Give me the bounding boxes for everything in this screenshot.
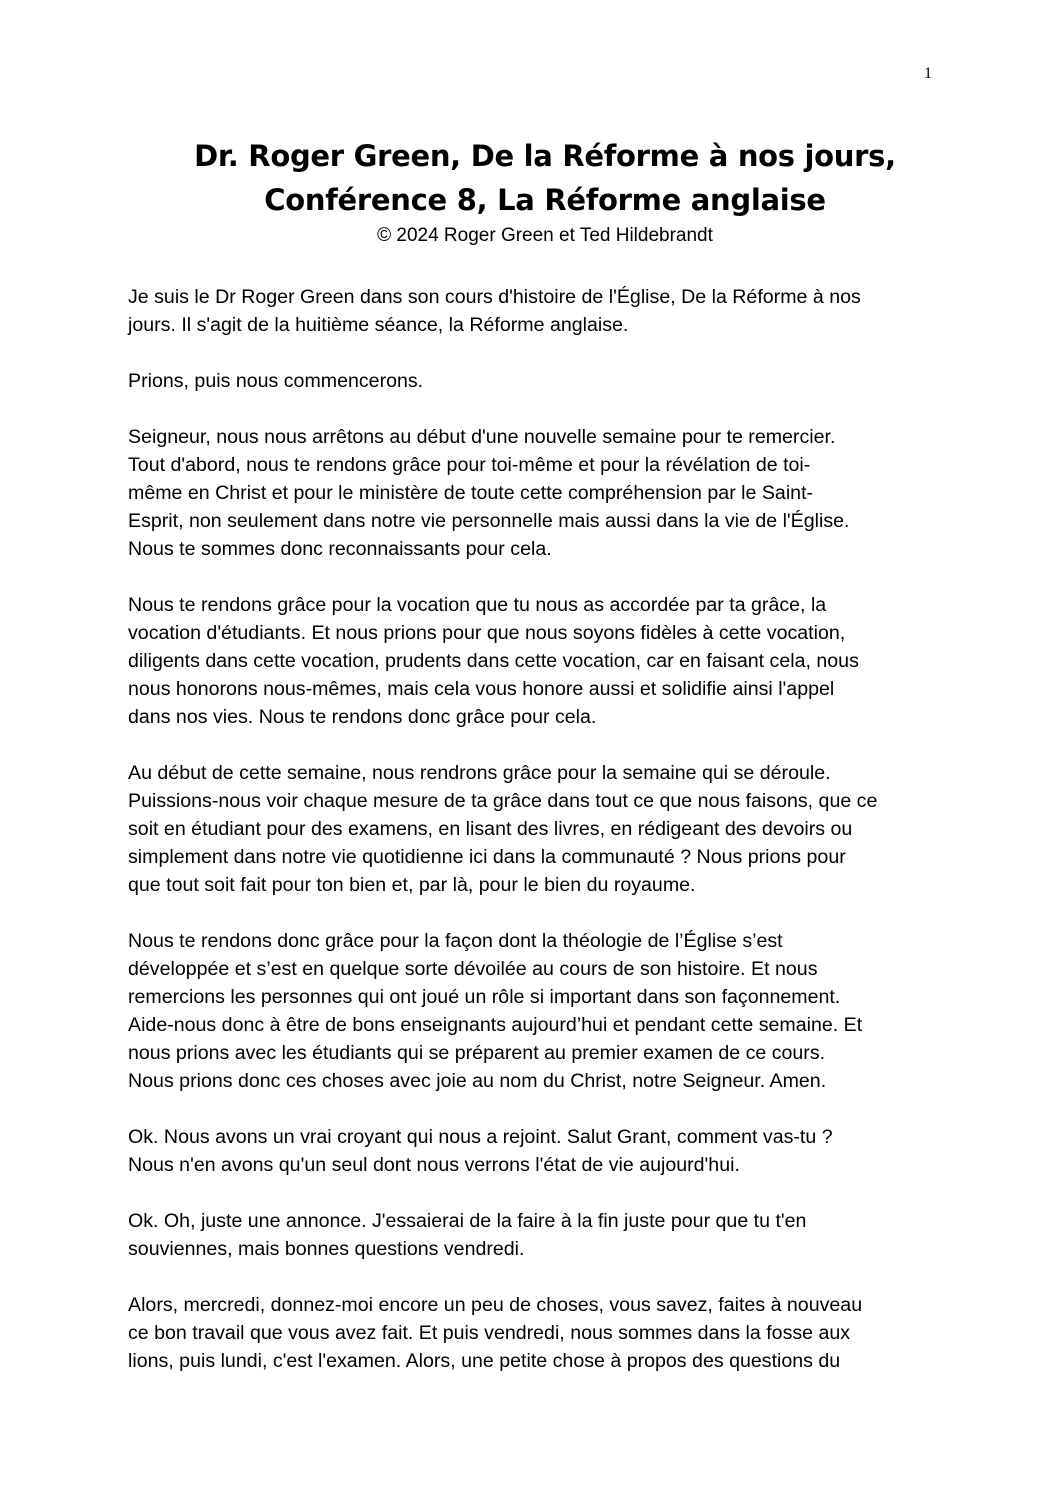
document-title xyxy=(100,134,990,222)
paragraph xyxy=(128,591,928,731)
paragraph-line: nous prions avec les étudiants qui se préparent au premier examen de ce cours. xyxy=(128,1042,826,1064)
paragraph xyxy=(128,367,928,395)
paragraph xyxy=(128,283,928,339)
paragraph-line: souviennes, mais bonnes questions vendredi. xyxy=(128,1238,525,1260)
paragraph-line: Nous te rendons donc grâce pour la façon dont la théologie de l’Église s’est xyxy=(128,930,783,952)
paragraph xyxy=(128,927,928,1095)
paragraph-line: Tout d'abord, nous te rendons grâce pour toi-même et pour la révélation de toi- xyxy=(128,454,811,476)
paragraph xyxy=(128,1291,928,1375)
paragraph-line: Prions, puis nous commencerons. xyxy=(128,370,424,392)
paragraph-line: simplement dans notre vie quotidienne ici dans la communauté ? Nous prions pour xyxy=(128,846,846,868)
paragraph-line: Nous te rendons grâce pour la vocation que tu nous as accordée par ta grâce, la xyxy=(128,594,827,616)
paragraph-line: Aide-nous donc à être de bons enseignants aujourd’hui et pendant cette semaine. Et xyxy=(128,1014,863,1036)
paragraph-line: Nous te sommes donc reconnaissants pour cela. xyxy=(128,538,552,560)
paragraph-line: remercions les personnes qui ont joué un rôle si important dans son façonnement. xyxy=(128,986,841,1008)
paragraph-line: Seigneur, nous nous arrêtons au début d'une nouvelle semaine pour te remercier. xyxy=(128,426,836,448)
paragraph-line: que tout soit fait pour ton bien et, par là, pour le bien du royaume. xyxy=(128,874,696,896)
paragraph-line: même en Christ et pour le ministère de toute cette compréhension par le Saint- xyxy=(128,482,814,504)
paragraph xyxy=(128,1207,928,1263)
paragraph-line: Nous n'en avons qu'un seul dont nous verrons l'état de vie aujourd'hui. xyxy=(128,1154,740,1176)
paragraph-line: soit en étudiant pour des examens, en lisant des livres, en rédigeant des devoirs ou xyxy=(128,818,853,840)
paragraph-line: lions, puis lundi, c'est l'examen. Alors, une petite chose à propos des questions du xyxy=(128,1350,841,1372)
page-number: 1 xyxy=(924,65,932,82)
paragraph-line: jours. Il s'agit de la huitième séance, la Réforme anglaise. xyxy=(128,314,629,336)
paragraph-line: diligents dans cette vocation, prudents dans cette vocation, car en faisant cela, nous xyxy=(128,650,859,672)
paragraph-line: dans nos vies. Nous te rendons donc grâce pour cela. xyxy=(128,706,597,728)
paragraph-line: Esprit, non seulement dans notre vie personnelle mais aussi dans la vie de l'Église. xyxy=(128,510,850,532)
copyright-line: © 2024 Roger Green et Ted Hildebrandt xyxy=(377,225,713,246)
paragraph-line: Ok. Oh, juste une annonce. J'essaierai de la faire à la fin juste pour que tu t'en xyxy=(128,1210,807,1232)
title-line: Conférence 8, La Réforme anglaise xyxy=(264,183,826,217)
paragraph-line: Au début de cette semaine, nous rendrons grâce pour la semaine qui se déroule. xyxy=(128,762,831,784)
paragraph-line: développée et s’est en quelque sorte dévoilée au cours de son histoire. Et nous xyxy=(128,958,818,980)
paragraph-line: Je suis le Dr Roger Green dans son cours d'histoire de l'Église, De la Réforme à nos xyxy=(128,286,861,308)
title-line: Dr. Roger Green, De la Réforme à nos jours, xyxy=(194,139,896,173)
paragraph-line: Nous prions donc ces choses avec joie au nom du Christ, notre Seigneur. Amen. xyxy=(128,1070,827,1092)
paragraph-line: nous honorons nous-mêmes, mais cela vous honore aussi et solidifie ainsi l'appel xyxy=(128,678,835,700)
paragraph-line: Puissions-nous voir chaque mesure de ta grâce dans tout ce que nous faisons, que ce xyxy=(128,790,878,812)
paragraph-line: vocation d'étudiants. Et nous prions pour que nous soyons fidèles à cette vocation, xyxy=(128,622,846,644)
paragraph-line: ce bon travail que vous avez fait. Et puis vendredi, nous sommes dans la fosse aux xyxy=(128,1322,851,1344)
document-body xyxy=(128,283,928,1375)
paragraph-line: Ok. Nous avons un vrai croyant qui nous a rejoint. Salut Grant, comment vas-tu ? xyxy=(128,1126,833,1148)
paragraph xyxy=(128,1123,928,1179)
paragraph-line: Alors, mercredi, donnez-moi encore un peu de choses, vous savez, faites à nouveau xyxy=(128,1294,863,1316)
paragraph xyxy=(128,423,928,563)
paragraph xyxy=(128,759,928,899)
